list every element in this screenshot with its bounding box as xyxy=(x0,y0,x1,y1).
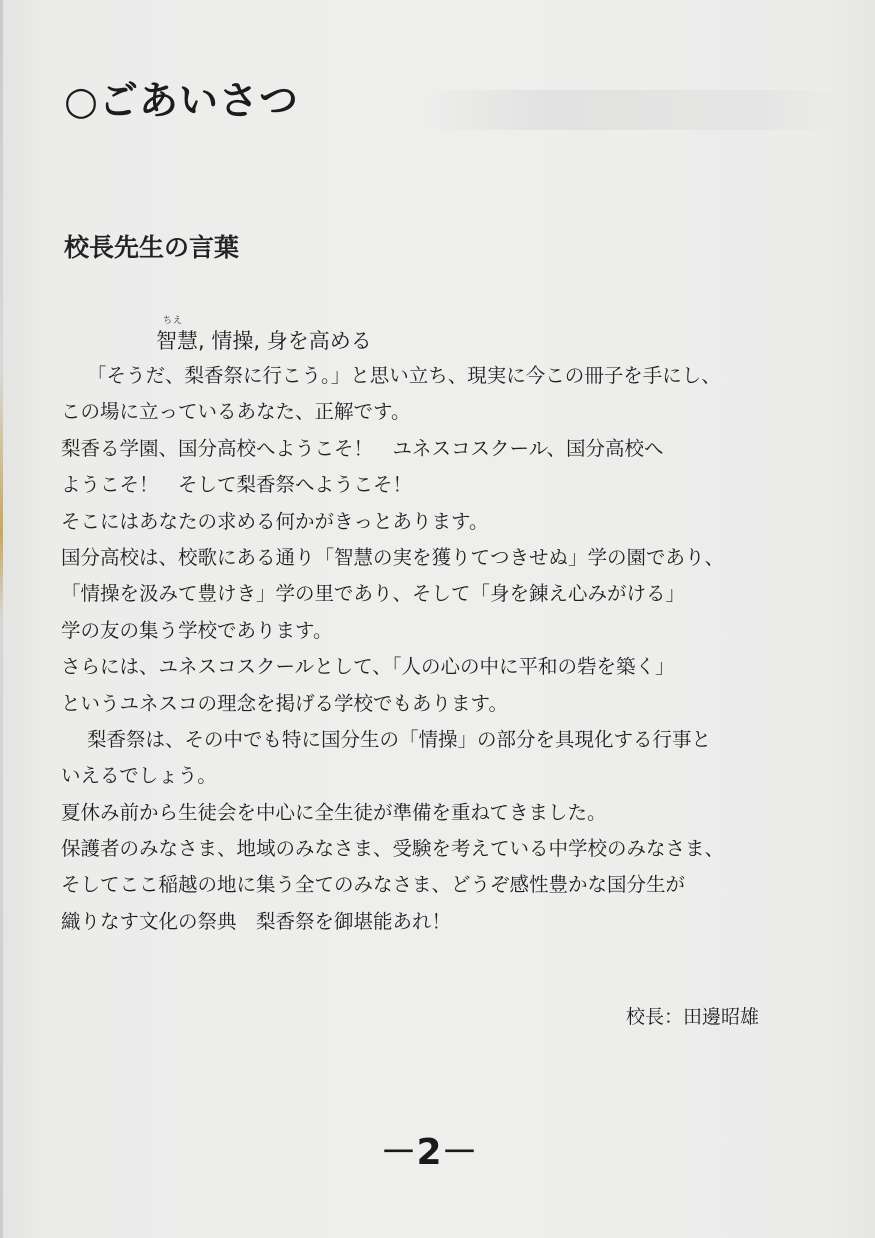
body-line: そしてここ稲越の地に集う全てのみなさま、どうぞ感性豊かな国分生が xyxy=(61,873,686,897)
bleed-through-shadow xyxy=(420,90,840,130)
page-edge xyxy=(0,0,3,1238)
body-line: そこにはあなたの求める何かがきっとあります。 xyxy=(61,509,489,533)
body-line: 保護者のみなさま、地域のみなさま、受験を考えている中学校のみなさま、 xyxy=(61,837,725,861)
body-line: 夏休み前から生徒会を中心に全生徒が準備を重ねてきました。 xyxy=(61,800,607,824)
page-number: －2－ xyxy=(380,1132,478,1173)
principal-signature: 校長：田邊昭雄 xyxy=(626,1006,760,1028)
body-line: さらには、ユネスコスクールとして、「人の心の中に平和の砦を築く」 xyxy=(61,655,675,679)
body-line: 「情操を汲みて豊けき」学の里であり、そして「身を錬え心みがける」 xyxy=(61,582,686,606)
body-line: 学の友の集う学校であります。 xyxy=(61,618,333,642)
body-line: ようこそ！ そして梨香祭へようこそ！ xyxy=(61,473,413,497)
motto-ruby: ちえ xyxy=(163,316,184,326)
page-heading: ○ごあいさつ xyxy=(64,79,300,124)
body-line: いえるでしょう。 xyxy=(61,764,217,788)
body-line: 「そうだ、梨香祭に行こう。」と思い立ち、現実に今この冊子を手にし、 xyxy=(87,364,721,387)
body-line: 梨香祭は、その中でも特に国分生の「情操」の部分を具現化する行事と xyxy=(87,727,712,751)
body-line: この場に立っているあなた、正解です。 xyxy=(61,400,411,424)
body-line: 織りなす文化の祭典 梨香祭を御堪能あれ！ xyxy=(61,909,452,933)
school-motto: 智慧, 情操, 身を高める xyxy=(156,329,372,353)
body-line: というユネスコの理念を掲げる学校でもあります。 xyxy=(61,691,508,715)
section-title: 校長先生の言葉 xyxy=(64,233,240,262)
greeting-body xyxy=(61,358,821,940)
body-line: 国分高校は、校歌にある通り「智慧の実を獲りてつきせぬ」学の園であり、 xyxy=(61,545,725,569)
body-line: 梨香る学園、国分高校へようこそ！ ユネスコスクール、国分高校へ xyxy=(61,436,664,460)
